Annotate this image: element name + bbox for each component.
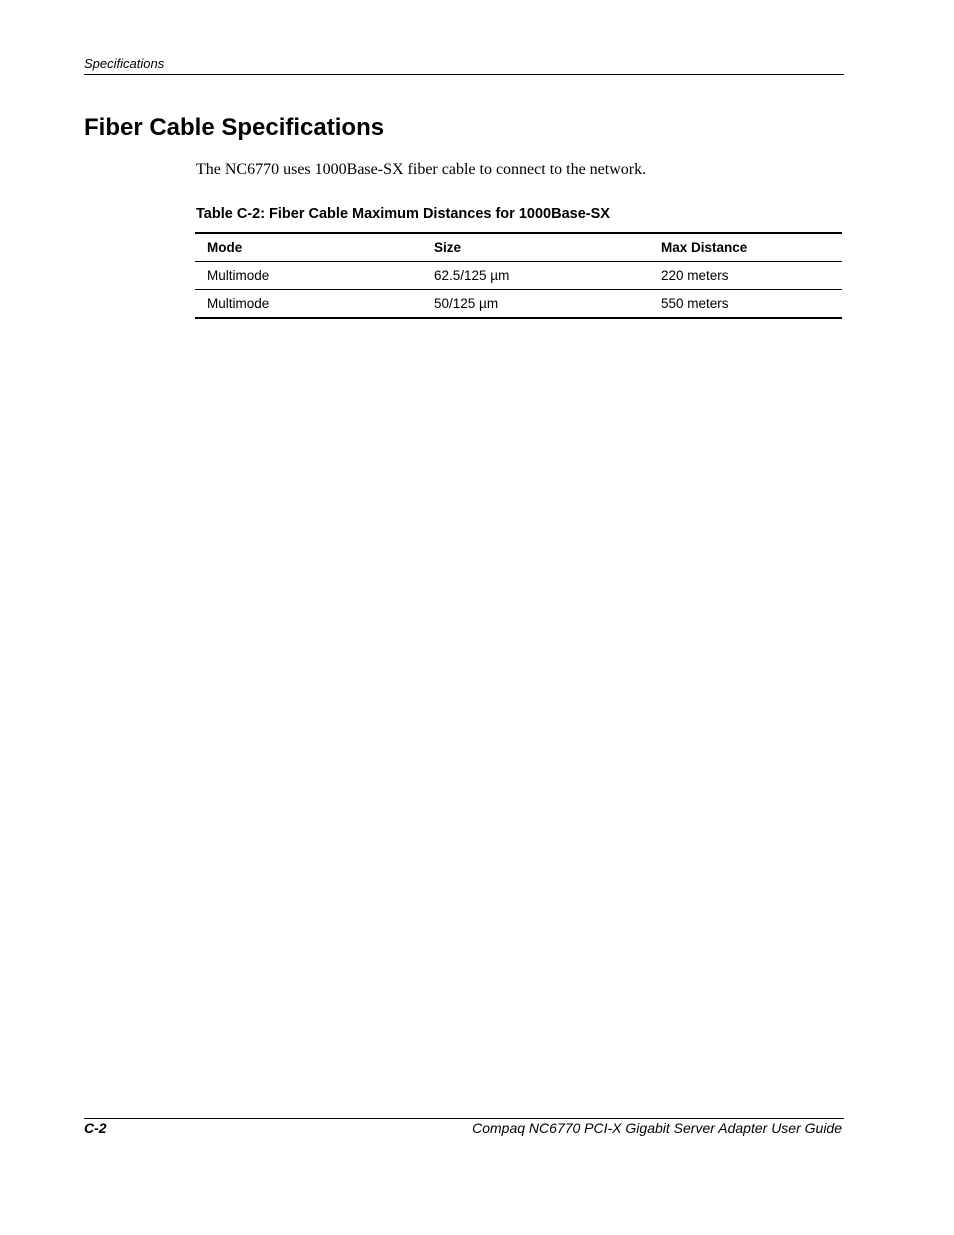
header-divider — [84, 74, 844, 75]
intro-paragraph: The NC6770 uses 1000Base-SX fiber cable to connect to the network. — [196, 161, 647, 178]
cell-mode: Multimode — [207, 296, 270, 311]
column-header-max-distance: Max Distance — [661, 240, 748, 255]
table-row — [195, 290, 842, 319]
footer-divider — [84, 1118, 844, 1119]
cell-size: 62.5/125 µm — [434, 268, 510, 283]
column-header-size: Size — [434, 240, 462, 255]
running-header: Specifications — [84, 56, 165, 71]
guide-title: Compaq NC6770 PCI-X Gigabit Server Adapter User Guide — [472, 1120, 842, 1136]
cell-max-distance: 220 meters — [661, 268, 729, 283]
table-row — [195, 262, 842, 290]
column-header-mode: Mode — [207, 240, 243, 255]
cell-max-distance: 550 meters — [661, 296, 729, 311]
page-number: C-2 — [84, 1120, 107, 1136]
table-header-row — [195, 233, 842, 262]
cell-size: 50/125 µm — [434, 296, 499, 311]
table-caption: Table C-2: Fiber Cable Maximum Distances for 1000Base-SX — [196, 206, 610, 222]
cell-mode: Multimode — [207, 268, 270, 283]
fiber-cable-distance-table — [195, 232, 842, 319]
section-title: Fiber Cable Specifications — [84, 114, 385, 141]
